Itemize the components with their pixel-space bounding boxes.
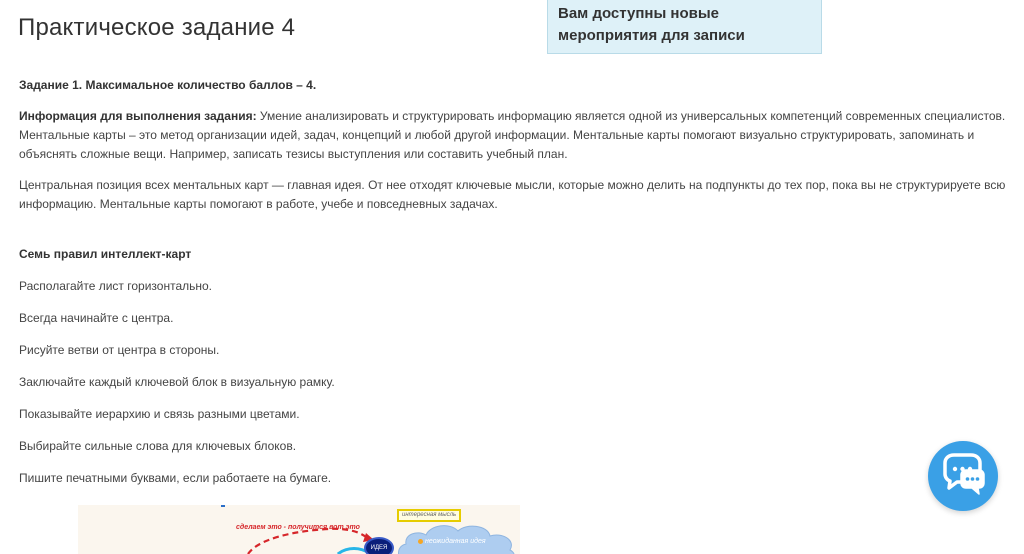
mindmap-label-box: интересная мысль <box>397 509 461 522</box>
mindmap-phrase: сделаем это - получится вот это <box>236 524 360 531</box>
rule-item: Выбирайте сильные слова для ключевых блоков. <box>19 439 297 453</box>
rule-item: Пишите печатными буквами, если работаете на бумаге. <box>19 471 332 485</box>
central-idea-paragraph: Центральная позиция всех ментальных карт — главная идея. От нее отходят ключевые мысли, которые можно делить на подпункты до тех пор, пока вы не структурируете всю информацию. Ментальные карты помогают в работе, учебе и повседневных задачах. <box>19 178 1006 211</box>
events-notice[interactable]: Вам доступны новые мероприятия для записи <box>547 0 822 54</box>
mindmap-image <box>78 505 520 554</box>
rule-item: Заключайте каждый ключевой блок в визуальную рамку. <box>19 375 335 389</box>
rules-heading: Семь правил интеллект-карт <box>19 247 192 261</box>
info-text: Умение анализировать и структурировать информацию является одной из универсальных компетенций современных специалистов. Ментальные карты – это метод организации идей, задач, концепций и любой другой информации. Ментальные карты помогают визуально структурировать, запоминать и объяснять сложные вещи. Например, записать тезисы выступления или составить учебный план. <box>19 109 1006 161</box>
mindmap-cloud-label <box>418 538 486 545</box>
task-heading: Задание 1. Максимальное количество баллов – 4. <box>19 78 317 92</box>
page-title: Практическое задание 4 <box>18 14 296 41</box>
info-label: Информация для выполнения задания: <box>19 109 257 123</box>
chat-bubbles-icon <box>928 441 998 511</box>
rule-item: Всегда начинайте с центра. <box>19 311 174 325</box>
mindmap-cloud-text: неожиданная идея <box>425 538 486 545</box>
mindmap-center-node: ИДЕЯ <box>364 537 394 554</box>
rule-item: Показывайте иерархию и связь разными цветами. <box>19 407 300 421</box>
rule-item: Рисуйте ветви от центра в стороны. <box>19 343 220 357</box>
task-content <box>19 76 1014 501</box>
rule-item: Располагайте лист горизонтально. <box>19 279 213 293</box>
chat-button[interactable] <box>928 441 998 511</box>
info-paragraph <box>19 107 1014 164</box>
lightbulb-icon <box>418 539 423 544</box>
